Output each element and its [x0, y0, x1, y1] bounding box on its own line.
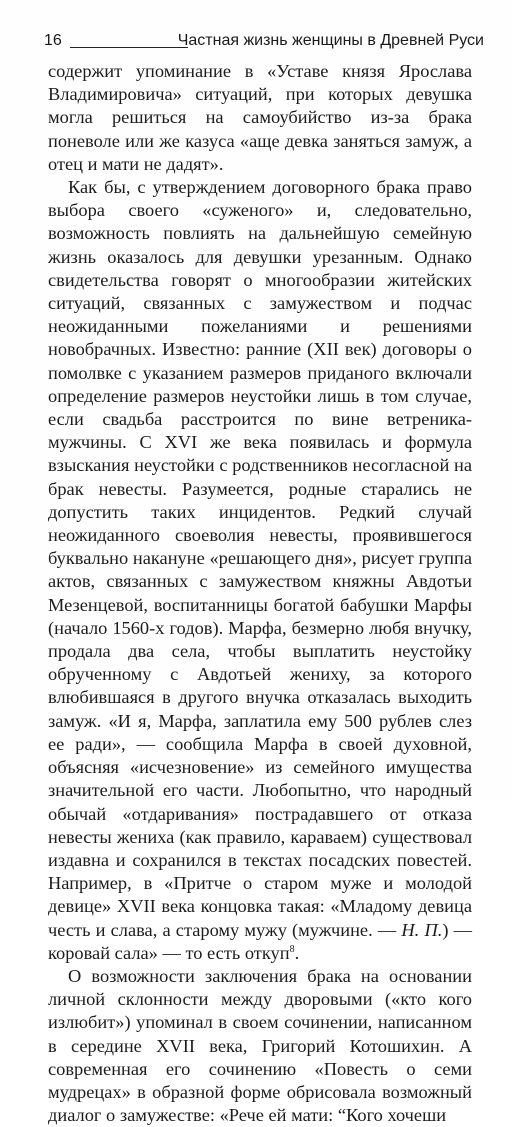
page-number: 16: [44, 32, 62, 49]
body-text: [48, 60, 472, 1127]
author-note: Н. П.: [401, 919, 443, 940]
header-rule: [70, 47, 188, 48]
footnote-marker[interactable]: 8: [289, 943, 295, 955]
paragraph: содержит упоминание в «Уставе князя Ярослава Владимировича» ситуаций, при которых девушка могла решиться на самоубийство из-за брака поневоле или же казуса «аще девка заняться замуж, а отец и мати не дадят».: [48, 61, 472, 174]
paragraph-text-continued: ) — коровай сала» — то есть откуп: [48, 919, 472, 963]
running-title: Частная жизнь женщины в Древней Руси: [177, 32, 484, 49]
paragraph: [48, 176, 472, 965]
paragraph: О возможности заключения брака на основании личной склонности между дворовыми («кто кого излюбит») упоминал в своем сочинении, написанном в середине XVII века, Григорий Котошихин. А современная его сочинению «Повесть о семи мудрецах» в образной форме обрисовала возможный диалог о замужестве: «Рече ей мати: “Кого хочеши: [48, 965, 472, 1126]
page-header: [44, 30, 484, 52]
paragraph-text-end: .: [294, 942, 300, 963]
paragraph-text: Как бы, с утверждением договорного брака право выбора своего «суженого» и, следовательно, возможность повлиять на дальнейшую семейную жизнь оказалось для девушки урезанным. Однако свидетельства говорят о многообразии житейских ситуаций, связанных с замужеством и подчас неожиданными пожеланиями и решениями новобрачных. Известно: ранние (XII век) договоры о помолвке с указанием размеров приданого включали определение размеров неустойки лишь в том случае, если свадьба расстроится по вине ветреника-мужчины. С XVI же века появилась и формула взыскания неустойки с родственников несогласной на брак невесты. Разумеется, родные старались не допустить таких инцидентов. Редкий случай неожиданного своеволия невесты, проявившегося буквально накануне «решающего дня», рисует группа актов, связанных с замужеством княжны Авдотьи Мезенцевой, воспитанницы богатой бабушки Марфы (начало 1560-х годов). Марфа, безмерно любя внучку, продала два села, чтобы выплатить неустойку обрученному с Авдотьей жениху, за которого влюбившаяся в другого внучка отказалась выходить замуж. «И я, Марфа, заплатила ему 500 рублев слез ее ради», — сообщила Марфа в своей духовной, объясняя «исчезновение» из семейного имущества значительной его части. Любопытно, что народный обычай «отдаривания» пострадавшего от отказа невесты жениха (как правило, караваем) существовал издавна и сохранился в текстах посадских повестей. Например, в «Притче о старом муже и молодой девице» XVII века концовка такая: «Младому девица честь и слава, а старому мужу (мужчине. —: [48, 177, 472, 940]
